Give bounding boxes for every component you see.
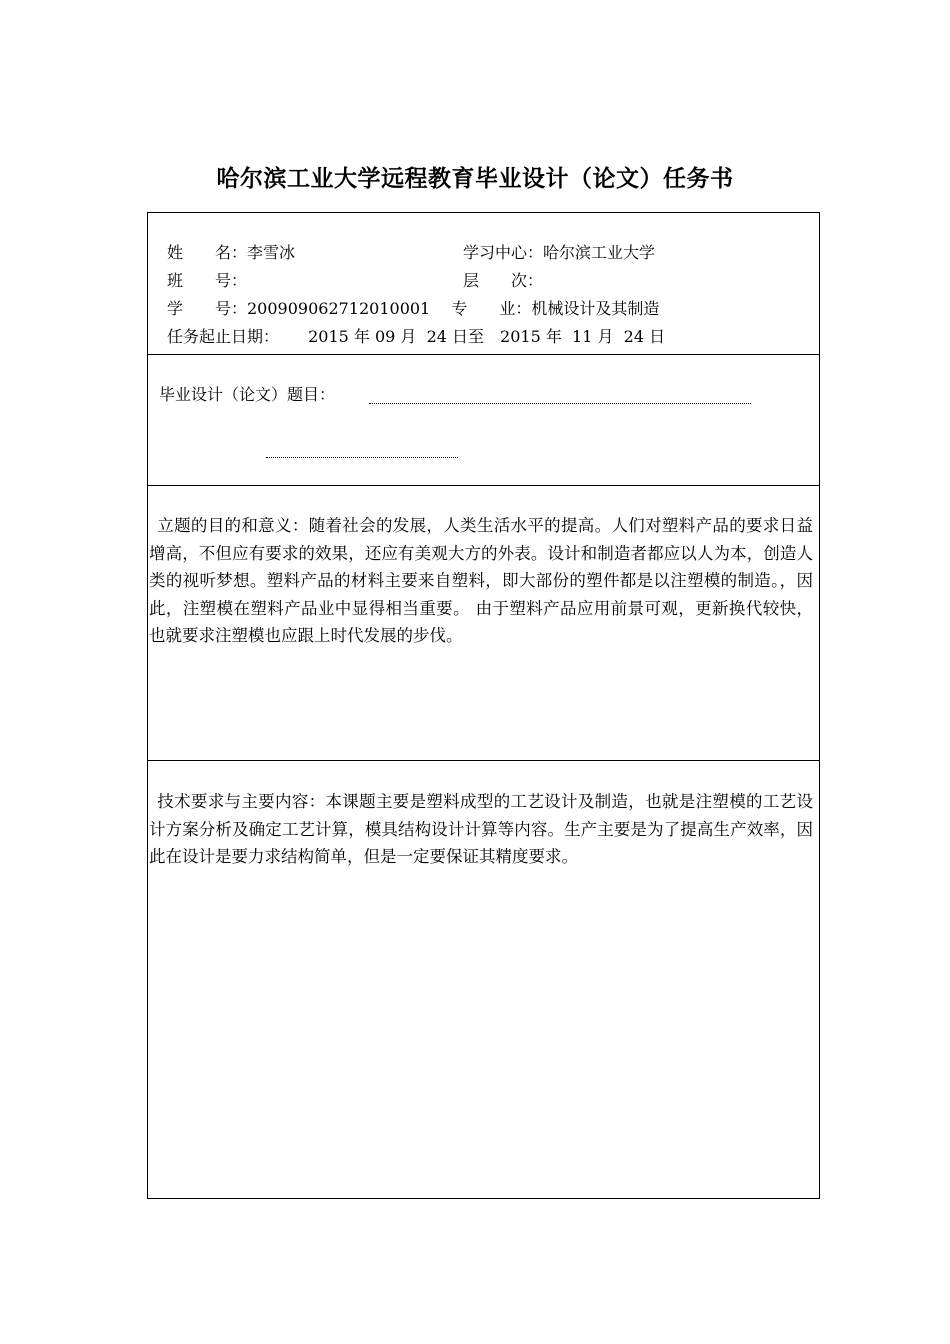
learning-center-field: 学习中心：哈尔滨工业大学 [463,243,656,262]
table-divider [148,760,819,761]
task-form-table [147,212,820,1199]
student-name-field: 姓 名：李雪冰 [167,243,296,262]
class-number-field: 班 号： [167,271,248,290]
thesis-topic-label: 毕业设计（论文）题目： [159,385,336,404]
purpose-paragraph: 立题的目的和意义：随着社会的发展，人类生活水平的提高。人们对塑料产品的要求日益增高，不但应有要求的效果，还应有美观大方的外表。设计和制造者都应以人为本，创造人类的视听梦想。塑料产品的材料主要来自塑料，即大部份的塑件都是以注塑模的制造。，因此，注塑模在塑料产品业中显得相当重要。 由于塑料产品应用前景可观，更新换代较快，也就要求注塑模也应跟上时代发展的步伐。 [149,516,813,645]
student-id-major-field: 学 号：200909062712010001 专 业：机械设计及其制造 [167,299,660,318]
document-title: 哈尔滨工业大学远程教育毕业设计（论文）任务书 [216,166,734,192]
table-divider [148,354,819,355]
task-date-range-field: 任务起止日期： 2015 年 09 月 24 日至 2015 年 11 月 24 日 [167,327,666,346]
requirements-paragraph: 技术要求与主要内容：本课题主要是塑料成型的工艺设计及制造，也就是注塑模的工艺设计方案分析及确定工艺计算，模具结构设计计算等内容。生产主要是为了提高生产效率，因此在设计是要力求结构简单，但是一定要保证其精度要求。 [149,792,813,866]
topic-blank-line [369,403,751,404]
table-divider [148,485,819,486]
level-field: 层 次： [463,271,544,290]
topic-blank-line-2 [266,457,458,458]
